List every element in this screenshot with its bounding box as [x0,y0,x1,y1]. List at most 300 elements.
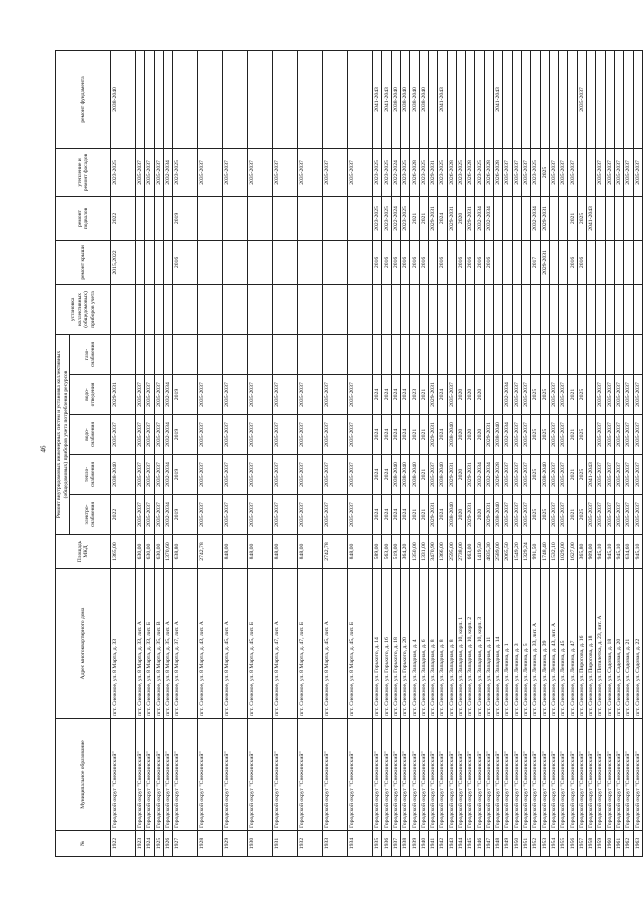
header-municipality: Муниципальное образование [56,719,111,831]
basement-cell [521,196,530,240]
area-cell: 563,00 [382,535,391,569]
heat-cell: 2019 [173,455,198,495]
foundation-cell [633,50,642,148]
foundation-cell [605,50,614,148]
gas-cell [298,334,323,374]
electro-cell: 2035-2037 [614,495,623,535]
facade-cell: 2023-2025 [382,148,391,196]
water-cell: 2035-2037 [248,415,273,455]
area-cell: 945,10 [605,535,614,569]
roof-cell [447,240,456,284]
drain-cell: 2020 [456,375,465,415]
gas-cell [512,334,521,374]
address-cell: пгт. Снежное, ул. Горького, д. 16 [382,569,391,719]
drain-cell [484,375,493,415]
municipality-cell: Городской округ "Снежинский" [494,719,503,831]
meters-cell [549,284,558,334]
address-cell: пгт. Снежное, ул. 8 Марта, д. 47, лит. А [273,569,298,719]
foundation-cell [614,50,623,148]
row-number: 1927 [173,831,198,857]
row-number: 1943 [447,831,456,857]
area-cell: 638,80 [173,535,198,569]
roof-cell [587,240,596,284]
meters-cell [577,284,586,334]
meters-cell [163,284,172,334]
heat-cell: 2035-2037 [145,455,154,495]
basement-cell: 2021 [410,196,419,240]
table-row [391,50,400,856]
heat-cell: 2038-2040 [111,455,136,495]
address-cell: пгт. Снежное, ул. 8 Марта, д. 33, лит. Б [145,569,154,719]
basement-cell [163,196,172,240]
address-cell: пгт. Снежное, ул. Западная, д. 6 [419,569,428,719]
meters-cell [391,284,400,334]
gas-cell [456,334,465,374]
drain-cell: 2035-2037 [549,375,558,415]
basement-cell: 2032-2034 [475,196,484,240]
facade-cell: 2035-2037 [323,148,348,196]
row-number: 1953 [540,831,549,857]
drain-cell: 2032-2034 [503,375,512,415]
address-cell: пгт. Снежное, ул. 8 Марта, д. 37, лит. А [173,569,198,719]
meters-cell [624,284,633,334]
facade-cell: 2035-2037 [348,148,373,196]
meters-cell [273,284,298,334]
area-cell: 663,00 [466,535,475,569]
roof-cell: 2016 [382,240,391,284]
roof-cell: 2017 [531,240,540,284]
roof-cell: 2016 [373,240,382,284]
table-row [559,50,568,856]
table-row [428,50,437,856]
basement-cell [323,196,348,240]
table-row [136,50,145,856]
electro-cell: 2035-2037 [223,495,248,535]
gas-cell [587,334,596,374]
roof-cell [223,240,248,284]
gas-cell [428,334,437,374]
header-heat: тепло-снабжения [70,455,111,495]
electro-cell: 2029-2031 [428,495,437,535]
gas-cell [382,334,391,374]
table-row [568,50,577,856]
meters-cell [198,284,223,334]
row-number: 1932 [298,831,323,857]
heat-cell: 2035-2037 [633,455,642,495]
electro-cell: 2035-2037 [154,495,163,535]
heat-cell: 2035-2037 [503,455,512,495]
address-cell: пгт. Снежное, ул. Западная, д. 8 [428,569,437,719]
meters-cell [401,284,410,334]
drain-cell: 2025 [577,375,586,415]
heat-cell: 2035-2037 [248,455,273,495]
water-cell: 2035-2037 [605,415,614,455]
roof-cell: 2016 [391,240,400,284]
gas-cell [163,334,172,374]
municipality-cell: Городской округ "Снежинский" [512,719,521,831]
basement-cell [503,196,512,240]
facade-cell: 2026-2028 [410,148,419,196]
roof-cell [614,240,623,284]
area-cell: 848,00 [223,535,248,569]
drain-cell: 2021 [568,375,577,415]
facade-cell: 2023-2025 [531,148,540,196]
roof-cell [136,240,145,284]
meters-cell [298,284,323,334]
water-cell: 2035-2037 [136,415,145,455]
roof-cell: 2016 [410,240,419,284]
meters-cell [456,284,465,334]
municipality-cell: Городской округ "Снежинский" [587,719,596,831]
heat-cell: 2035-2037 [154,455,163,495]
facade-cell [587,148,596,196]
header-area: Площадь МКД [56,535,111,569]
gas-cell [531,334,540,374]
electro-cell: 2025 [540,495,549,535]
water-cell: 2035-2037 [549,415,558,455]
water-cell: 2029-2031 [428,415,437,455]
basement-cell [596,196,605,240]
table-row [401,50,410,856]
heat-cell: 2032-2034 [163,455,172,495]
address-cell: пгт. Снежное, ул. Ленина, д. 43, лит. А [549,569,558,719]
address-cell: пгт. Снежное, ул. Ленина, д. 47 [568,569,577,719]
basement-cell [223,196,248,240]
drain-cell: 2021 [419,375,428,415]
roof-cell [549,240,558,284]
gas-cell [373,334,382,374]
row-number: 1955 [559,831,568,857]
meters-cell [248,284,273,334]
electro-cell: 2035-2037 [559,495,568,535]
electro-cell: 2035-2037 [624,495,633,535]
electro-cell: 2019 [173,495,198,535]
facade-cell: 2035-2037 [559,148,568,196]
foundation-cell [298,50,323,148]
foundation-cell [163,50,172,148]
water-cell: 2029-2031 [484,415,493,455]
facade-cell: 2035-2037 [136,148,145,196]
table-row [503,50,512,856]
table-row [273,50,298,856]
table-row [382,50,391,856]
electro-cell: 2035-2037 [503,495,512,535]
electro-cell: 2024 [391,495,400,535]
heat-cell: 2035-2037 [428,455,437,495]
row-number: 1950 [512,831,521,857]
basement-cell: 2023-2025 [373,196,382,240]
water-cell: 2035-2037 [512,415,521,455]
table-row [438,50,447,856]
roof-cell: 2016 [173,240,198,284]
foundation-cell [198,50,223,148]
foundation-cell [456,50,465,148]
facade-cell: 2035-2037 [273,148,298,196]
water-cell: 2035-2037 [624,415,633,455]
table-row [348,50,373,856]
heat-cell: 2038-2040 [540,455,549,495]
row-number: 1934 [348,831,373,857]
facade-cell: 2022-2024 [391,148,400,196]
facade-cell: 2035-2037 [614,148,623,196]
basement-cell: 2029-2031 [428,196,437,240]
heat-cell: 2038-2040 [401,455,410,495]
gas-cell [559,334,568,374]
water-cell: 2035-2037 [273,415,298,455]
address-cell: пгт. Снежное, ул. Пирогова, д. 16 [577,569,586,719]
meters-cell [323,284,348,334]
header-water: водо-снабжения [70,415,111,455]
area-cell: 1366,00 [438,535,447,569]
drain-cell: 2035-2037 [298,375,323,415]
roof-cell [323,240,348,284]
table-row [531,50,540,856]
electro-cell: 2035-2037 [198,495,223,535]
address-cell: пгт. Снежное, ул. Ленина, д. 3 [512,569,521,719]
roof-cell [559,240,568,284]
drain-cell: 2035-2037 [512,375,521,415]
table-row [512,50,521,856]
address-cell: пгт. Снежное, ул. Горького, д. 20 [401,569,410,719]
facade-cell: 2035-2037 [248,148,273,196]
foundation-cell [624,50,633,148]
heat-cell: 2029-2031 [466,455,475,495]
municipality-cell: Городской округ "Снежинский" [521,719,530,831]
drain-cell: 2035-2037 [447,375,456,415]
gas-cell [248,334,273,374]
table-row [494,50,503,856]
facade-cell: 2023-2025 [401,148,410,196]
table-row [419,50,428,856]
heat-cell: 2025 [531,455,540,495]
heat-cell: 2035-2037 [614,455,623,495]
address-cell: пгт. Снежное, ул. Ленина, д. 1 [503,569,512,719]
area-cell: 945,10 [596,535,605,569]
address-cell: пгт. Снежное, ул. Ленина, д. 45 [559,569,568,719]
area-cell: 2742,78 [198,535,223,569]
electro-cell: 2021 [410,495,419,535]
basement-cell: 2029-2031 [466,196,475,240]
header-num: № [56,831,111,857]
electro-cell: 2025 [577,495,586,535]
gas-cell [494,334,503,374]
area-cell: 991,50 [531,535,540,569]
electro-cell: 2029-2031 [484,495,493,535]
water-cell: 2019 [173,415,198,455]
heat-cell: 2020 [456,455,465,495]
municipality-cell: Городской округ "Снежинский" [438,719,447,831]
municipality-cell: Городской округ "Снежинский" [145,719,154,831]
municipality-cell: Городской округ "Снежинский" [466,719,475,831]
water-cell: 2035-2037 [323,415,348,455]
gas-cell [419,334,428,374]
foundation-cell [503,50,512,148]
meters-cell [173,284,198,334]
drain-cell: 2035-2037 [223,375,248,415]
municipality-cell: Городской округ "Снежинский" [382,719,391,831]
electro-cell: 2035-2037 [512,495,521,535]
municipality-cell: Городской округ "Снежинский" [540,719,549,831]
heat-cell: 2035-2037 [512,455,521,495]
foundation-cell: 2038-2040 [111,50,136,148]
roof-cell [512,240,521,284]
electro-cell: 2035-2037 [521,495,530,535]
electro-cell: 2035-2037 [605,495,614,535]
gas-cell [154,334,163,374]
meters-cell [503,284,512,334]
heat-cell: 2024 [382,455,391,495]
facade-cell: 2026-2028 [466,148,475,196]
address-cell: пгт. Снежное, ул. Западная, д. 8 [447,569,456,719]
municipality-cell: Городской округ "Снежинский" [549,719,558,831]
municipality-cell: Городской округ "Снежинский" [198,719,223,831]
electro-cell: 2035-2037 [549,495,558,535]
facade-cell: 2035-2037 [154,148,163,196]
roof-cell [163,240,172,284]
municipality-cell: Городской округ "Снежинский" [419,719,428,831]
gas-cell [633,334,642,374]
drain-cell: 2024 [401,375,410,415]
foundation-cell [323,50,348,148]
basement-cell: 2041-2043 [587,196,596,240]
meters-cell [428,284,437,334]
row-number: 1938 [401,831,410,857]
gas-cell [348,334,373,374]
row-number: 1948 [494,831,503,857]
row-number: 1929 [223,831,248,857]
foundation-cell [568,50,577,148]
municipality-cell: Городской округ "Снежинский" [136,719,145,831]
drain-cell: 2029-2031 [111,375,136,415]
foundation-cell: 2041-2043 [373,50,382,148]
facade-cell: 2023-2025 [173,148,198,196]
facade-cell: 2023-2025 [438,148,447,196]
water-cell: 2035-2037 [145,415,154,455]
row-number: 1945 [466,831,475,857]
heat-cell: 2035-2037 [198,455,223,495]
address-cell: пгт. Снежное, ул. Пятилетка, д. 23, лит. А [596,569,605,719]
heat-cell: 2038-2040 [438,455,447,495]
address-cell: пгт. Снежное, ул. 8 Марта, д. 33, лит. А [136,569,145,719]
table-row [456,50,465,856]
heat-cell: 2038-2040 [410,455,419,495]
roof-cell [521,240,530,284]
meters-cell [568,284,577,334]
foundation-cell: 2041-2043 [438,50,447,148]
municipality-cell: Городской округ "Снежинский" [111,719,136,831]
header-basement: ремонт подвалов [56,196,111,240]
drain-cell: 2024 [391,375,400,415]
meters-cell [475,284,484,334]
address-cell: пгт. Снежное, ул. Ленина, д. 33, лит. А [531,569,540,719]
header-meters: установка коллективных (общедомовых) приборов учета [56,284,111,334]
area-cell: 3470,90 [428,535,437,569]
water-cell: 2035-2037 [298,415,323,455]
area-cell: 848,00 [273,535,298,569]
roof-cell: 2029-2031 [540,240,549,284]
basement-cell: 2020 [456,196,465,240]
address-cell: пгт. Снежное, ул. Западная, д. 14 [494,569,503,719]
facade-cell: 2023-2025 [456,148,465,196]
water-cell: 2035-2037 [348,415,373,455]
facade-cell: 2032-2034 [163,148,172,196]
address-cell: пгт. Снежное, ул. Горького, д. 14 [373,569,382,719]
foundation-cell [154,50,163,148]
area-cell: 1748,40 [540,535,549,569]
area-cell: 848,00 [298,535,323,569]
area-cell: 634,60 [624,535,633,569]
foundation-cell [223,50,248,148]
basement-cell: 2023-2025 [401,196,410,240]
facade-cell: 2023-2025 [373,148,382,196]
area-cell: 2738,00 [456,535,465,569]
basement-cell [512,196,521,240]
roof-cell [633,240,642,284]
address-cell: пгт. Снежное, ул. Ленина, д. 5 [521,569,530,719]
municipality-cell: Городской округ "Снежинский" [475,719,484,831]
meters-cell [447,284,456,334]
foundation-cell [540,50,549,148]
address-cell: пгт. Снежное, ул. Западная, д. 10, корп. 1 [456,569,465,719]
address-cell: пгт. Снежное, ул. 8 Марта, д. 43, лит. А [198,569,223,719]
water-cell: 2024 [438,415,447,455]
gas-cell [223,334,248,374]
drain-cell: 2029-2031 [428,375,437,415]
roof-cell: 2016 [577,240,586,284]
drain-cell: 2035-2037 [145,375,154,415]
water-cell: 2038-2040 [494,415,503,455]
foundation-cell [587,50,596,148]
electro-cell: 2020 [475,495,484,535]
table-row [173,50,198,856]
meters-cell [382,284,391,334]
area-cell: 365,80 [577,535,586,569]
municipality-cell: Городской округ "Снежинский" [273,719,298,831]
basement-cell: 2029-2031 [540,196,549,240]
row-number: 1946 [475,831,484,857]
water-cell: 2021 [410,415,419,455]
table-row [484,50,493,856]
drain-cell: 2035-2037 [198,375,223,415]
basement-cell: 2019 [173,196,198,240]
row-number: 1954 [549,831,558,857]
basement-cell: 2024 [438,196,447,240]
meters-cell [596,284,605,334]
table-body [111,50,643,856]
table-row [549,50,558,856]
area-cell: 945,10 [633,535,642,569]
meters-cell [223,284,248,334]
water-cell [587,415,596,455]
facade-cell: 2035-2037 [568,148,577,196]
row-number: 1957 [577,831,586,857]
roof-cell [198,240,223,284]
municipality-cell: Городской округ "Снежинский" [577,719,586,831]
water-cell: 2038-2040 [447,415,456,455]
meters-cell [605,284,614,334]
electro-cell: 2022 [111,495,136,535]
area-cell: 2589,00 [494,535,503,569]
drain-cell: 2025 [531,375,540,415]
area-cell: 1627,00 [568,535,577,569]
row-number: 1942 [438,831,447,857]
heat-cell: 2035-2037 [223,455,248,495]
table-row [145,50,154,856]
address-cell: пгт. Снежное, ул. 8 Марта, д. 45, лит. А [323,569,348,719]
foundation-cell [475,50,484,148]
table-row [198,50,223,856]
area-cell: 589,00 [373,535,382,569]
